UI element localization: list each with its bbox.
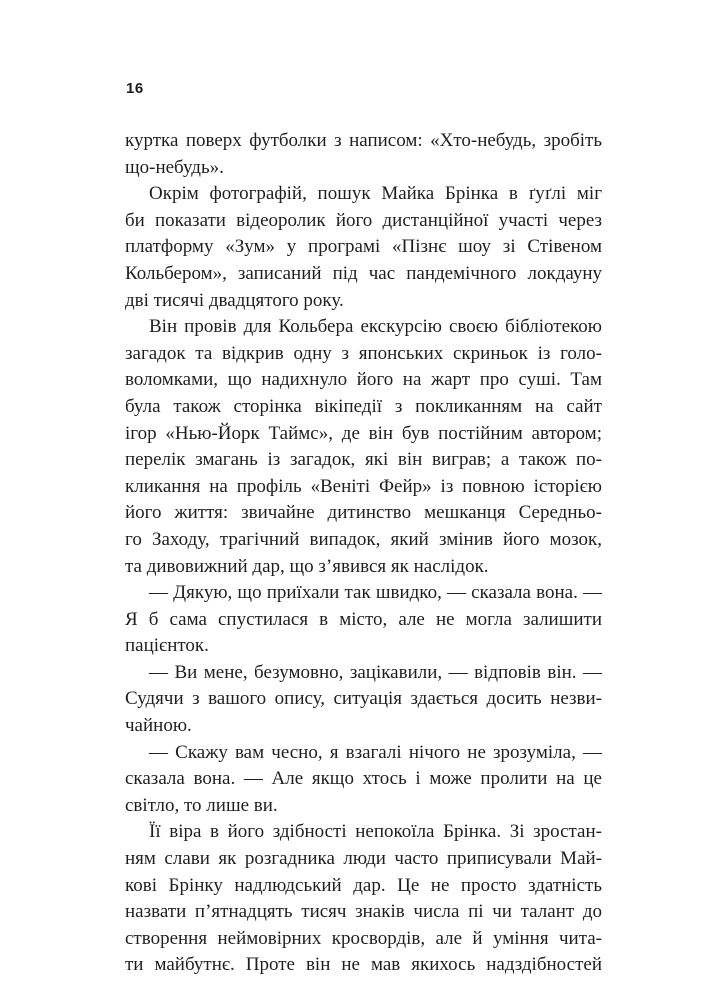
text-line: назвати п’ятнадцять тисяч знаків числа пі чи талант до <box>125 901 602 923</box>
text-line: його життя: звичайне дитинство мешканця Середньо- <box>125 502 602 524</box>
text-line: Я б сама спустилася в місто, але не могла залишити <box>125 608 602 630</box>
text-line: ігор «Нью-Йорк Таймс», де він був постійним автором; <box>125 422 602 444</box>
text-line: створення неймовірних кросвордів, але й уміння чита- <box>125 927 602 949</box>
text-line: — Ви мене, безумовно, зацікавили, — відповів він. — <box>149 661 602 683</box>
text-line: що-небудь». <box>125 156 224 178</box>
text-line: була також сторінка вікіпедії з покликанням на сайт <box>125 395 602 417</box>
text-line: го Заходу, трагічний випадок, який змінив його мозок, <box>125 528 602 550</box>
text-line: ням слави як розгадника люди часто приписували Май- <box>125 848 602 870</box>
text-line: сказала вона. — Але якщо хтось і може пролити на це <box>125 768 602 790</box>
text-line: кликання на профіль «Веніті Фейр» із повною історією <box>125 475 602 497</box>
page-number: 16 <box>126 80 144 97</box>
text-line: перелік змагань із загадок, які він виграв; а також по- <box>125 449 602 471</box>
text-line: би показати відеоролик його дистанційної участі через <box>125 209 602 231</box>
text-line: чайною. <box>125 715 192 737</box>
text-line: воломками, що надихнуло його на жарт про суші. Там <box>125 369 602 391</box>
text-line: пацієнток. <box>125 635 209 657</box>
text-line: платформу «Зум» у програмі «Пізнє шоу зі Стівеном <box>125 236 602 258</box>
text-line: Кольбером», записаний під час пандемічного локдауну <box>125 262 602 284</box>
text-line: кові Брінку надлюдський дар. Це не просто здатність <box>125 874 602 896</box>
text-line: Він провів для Кольбера екскурсію своєю бібліотекою <box>149 316 602 338</box>
text-line: загадок та відкрив одну з японських скриньок із голо- <box>125 342 602 364</box>
text-line: Її віра в його здібності непокоїла Брінка. Зі зростан- <box>149 821 602 843</box>
text-line: Судячи з вашого опису, ситуація здається досить незви- <box>125 688 602 710</box>
text-line: куртка поверх футболки з написом: «Хто-небудь, зробіть <box>125 130 602 151</box>
body-text <box>125 128 602 979</box>
text-line: Окрім фотографій, пошук Майка Брінка в ґуґлі міг <box>149 183 602 205</box>
text-line: — Скажу вам чесно, я взагалі нічого не зрозуміла, — <box>149 741 602 763</box>
text-line: світло, то лише ви. <box>125 794 278 816</box>
text-line: — Дякую, що приїхали так швидко, — сказала вона. — <box>149 582 602 604</box>
text-line: ти майбутнє. Проте він не мав якихось надздібностей <box>125 954 602 976</box>
text-line: дві тисячі двадцятого року. <box>125 289 344 311</box>
text-line: та дивовижний дар, що з’явився як наслідок. <box>125 555 489 577</box>
